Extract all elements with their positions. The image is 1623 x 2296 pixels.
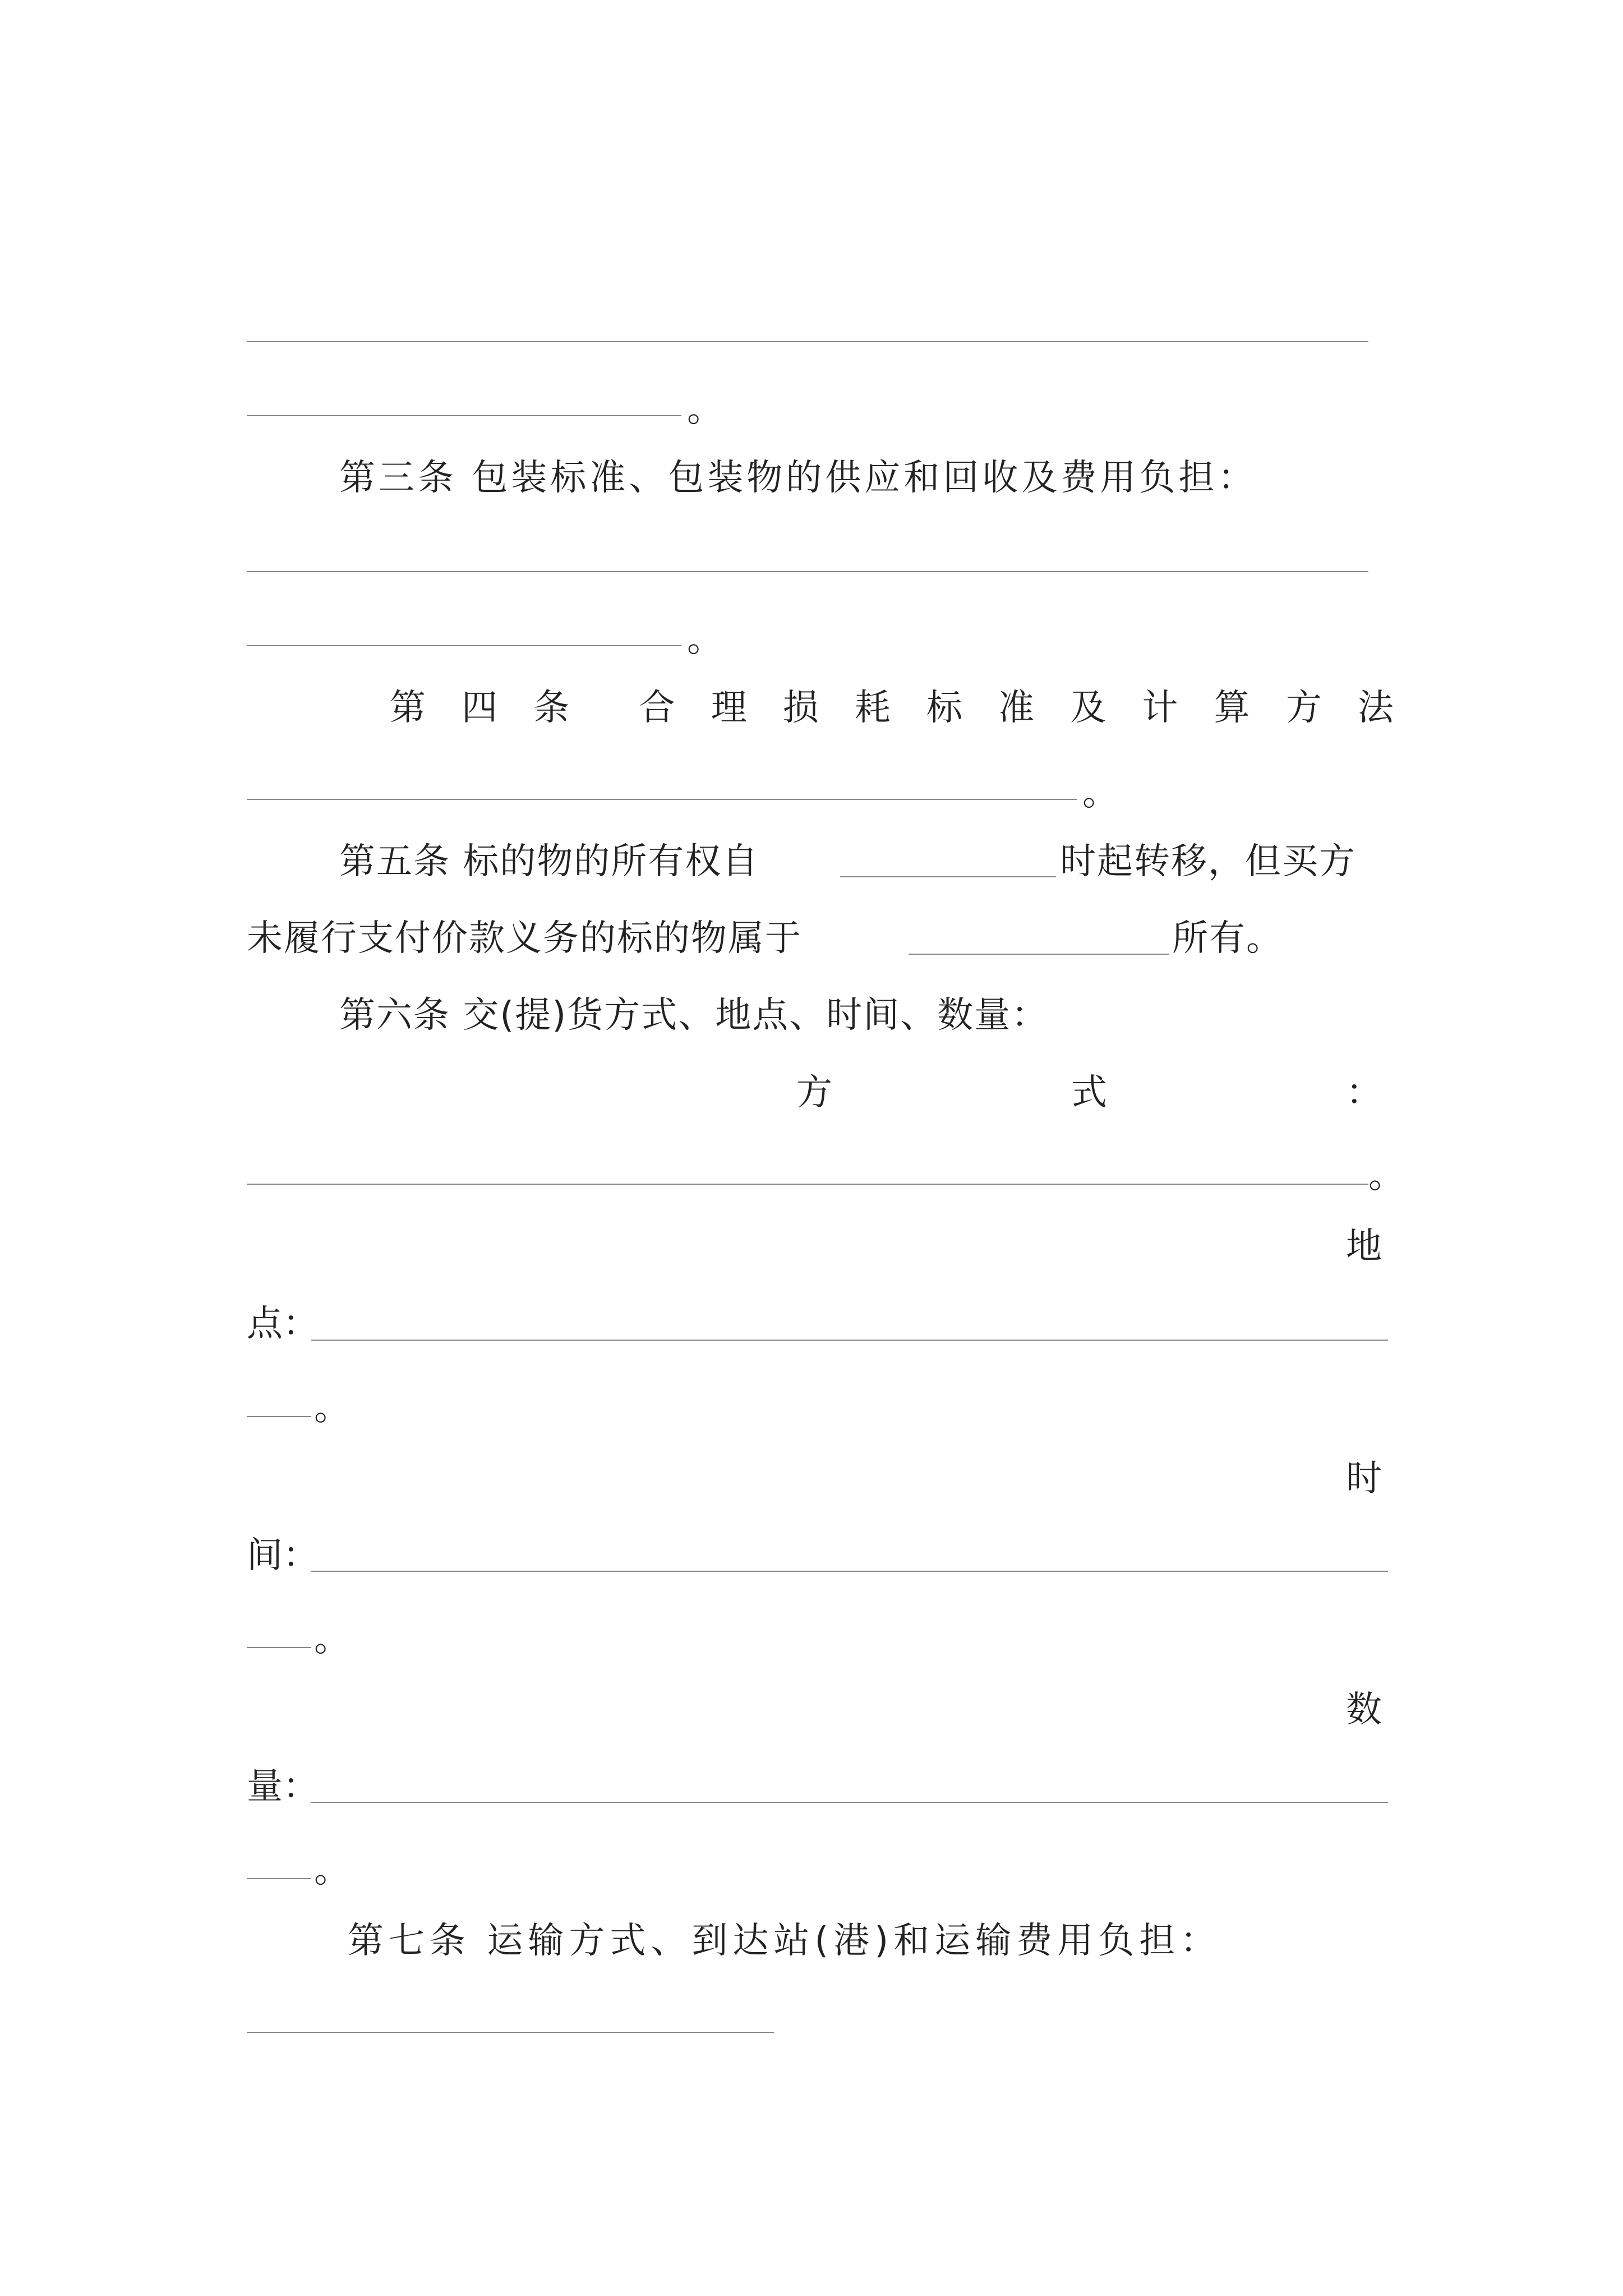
article-5-text: 第五条 标的物的所有权自 <box>339 841 759 882</box>
char: 法 <box>1357 687 1394 729</box>
article-5-text: 未履行支付价款义务的标的物属于 <box>247 918 802 959</box>
blank-line[interactable] <box>247 2032 774 2033</box>
char: 耗 <box>854 687 891 729</box>
char: 及 <box>1070 687 1106 729</box>
blank-line[interactable] <box>247 799 1077 800</box>
period: 。 <box>687 389 723 430</box>
place-label: 地 <box>1346 1226 1382 1267</box>
blank-line[interactable] <box>247 645 681 646</box>
method-label: 方 <box>796 1072 832 1114</box>
char: 标 <box>926 687 962 729</box>
char: 第 <box>390 687 426 729</box>
char: 算 <box>1214 687 1250 729</box>
char: 准 <box>998 687 1035 729</box>
article-5-text: 所有。 <box>1172 918 1283 959</box>
blank-line[interactable] <box>909 954 1169 955</box>
time-label: 间： <box>247 1535 319 1576</box>
period: 。 <box>1368 1155 1404 1197</box>
quantity-label: 数 <box>1346 1689 1382 1731</box>
period: 。 <box>1082 772 1118 814</box>
period: 。 <box>314 1849 350 1891</box>
blank-line[interactable] <box>247 341 1368 342</box>
article-5-text: 时起转移，但买方 <box>1060 841 1356 882</box>
blank-line[interactable] <box>311 1340 1388 1341</box>
method-label: 式 <box>1071 1072 1107 1114</box>
char: 理 <box>711 687 747 729</box>
char: 损 <box>782 687 819 729</box>
blank-line[interactable] <box>247 1878 311 1879</box>
blank-line[interactable] <box>311 1571 1388 1572</box>
article-4-heading <box>390 685 1394 730</box>
char: 计 <box>1142 687 1178 729</box>
blank-line[interactable] <box>311 1802 1388 1803</box>
blank-line[interactable] <box>247 1184 1368 1185</box>
quantity-label: 量： <box>247 1766 319 1807</box>
time-label: 时 <box>1346 1458 1382 1499</box>
colon: ： <box>1346 1072 1382 1114</box>
blank-line[interactable] <box>247 1647 311 1648</box>
period: 。 <box>314 1387 350 1429</box>
blank-line[interactable] <box>247 1416 311 1417</box>
char: 条 <box>533 687 570 729</box>
blank-line[interactable] <box>247 571 1368 572</box>
char: 合 <box>639 687 675 729</box>
period: 。 <box>314 1618 350 1660</box>
place-label: 点： <box>247 1303 319 1345</box>
period: 。 <box>687 619 723 660</box>
char: 方 <box>1285 687 1322 729</box>
blank-line[interactable] <box>247 415 681 416</box>
char: 四 <box>462 687 498 729</box>
article-3-heading: 第三条 包装标准、包装物的供应和回收及费用负担： <box>339 457 1257 499</box>
article-7-heading: 第七条 运输方式、到达站(港)和运输费用负担： <box>348 1920 1221 1962</box>
blank-line[interactable] <box>840 876 1056 877</box>
article-6-heading: 第六条 交(提)货方式、地点、时间、数量： <box>339 995 1049 1036</box>
